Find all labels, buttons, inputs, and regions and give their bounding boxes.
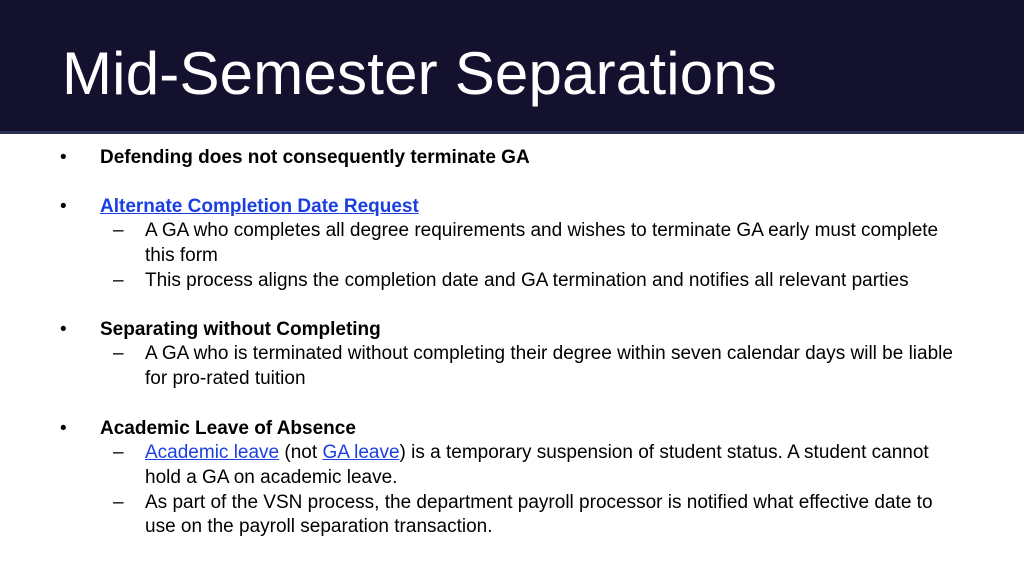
bullet-dot-icon: •: [60, 147, 67, 168]
bullet-item: [0, 317, 1024, 342]
bullet-item: [0, 194, 1024, 219]
dash-icon: –: [113, 220, 124, 241]
sub-item-text: A GA who is terminated without completing their degree within seven calendar days will be liable for pro-rated tuition: [145, 343, 953, 390]
academic-leave-link[interactable]: Academic leave: [145, 441, 280, 463]
sub-item: [0, 491, 1024, 541]
sub-item-text: A GA who completes all degree requirements and wishes to terminate GA early must complete this form: [145, 220, 939, 266]
dash-icon: –: [113, 343, 124, 365]
sub-item-text-fragment: (not: [279, 441, 323, 463]
slide-content: [0, 145, 1024, 540]
bullet-item: [0, 416, 1024, 441]
bullet-heading: Separating without Completing: [100, 319, 381, 341]
sub-item-text: As part of the VSN process, the department payroll processor is notified what effective date to use on the payroll separation transaction.: [145, 491, 933, 538]
bullet-heading: Academic Leave of Absence: [100, 417, 356, 439]
sub-item: [0, 441, 1024, 491]
bullet-dot-icon: •: [60, 417, 67, 439]
alternate-completion-date-request-link[interactable]: Alternate Completion Date Request: [100, 196, 419, 217]
dash-icon: –: [113, 441, 124, 463]
bullet-heading: Defending does not consequently terminate GA: [100, 147, 530, 168]
slide-title: Mid-Semester Separations: [62, 40, 778, 107]
sub-item-text: [145, 442, 929, 488]
title-bar: [0, 0, 1024, 134]
sub-item: [0, 269, 1024, 294]
bullet-item: [0, 145, 1024, 170]
ga-leave-link[interactable]: GA leave: [322, 441, 400, 463]
sub-item-text: This process aligns the completion date and GA termination and notifies all relevant parties: [145, 269, 909, 291]
sub-item: [0, 219, 1024, 269]
sub-item: [0, 342, 1024, 392]
bullet-dot-icon: •: [60, 196, 67, 217]
dash-icon: –: [113, 269, 124, 291]
sub-item-text-fragment: ) is a temporary suspension of student status. A student cannot hold a GA on academic leave.: [145, 441, 929, 488]
bullet-dot-icon: •: [60, 319, 67, 341]
dash-icon: –: [113, 491, 124, 513]
